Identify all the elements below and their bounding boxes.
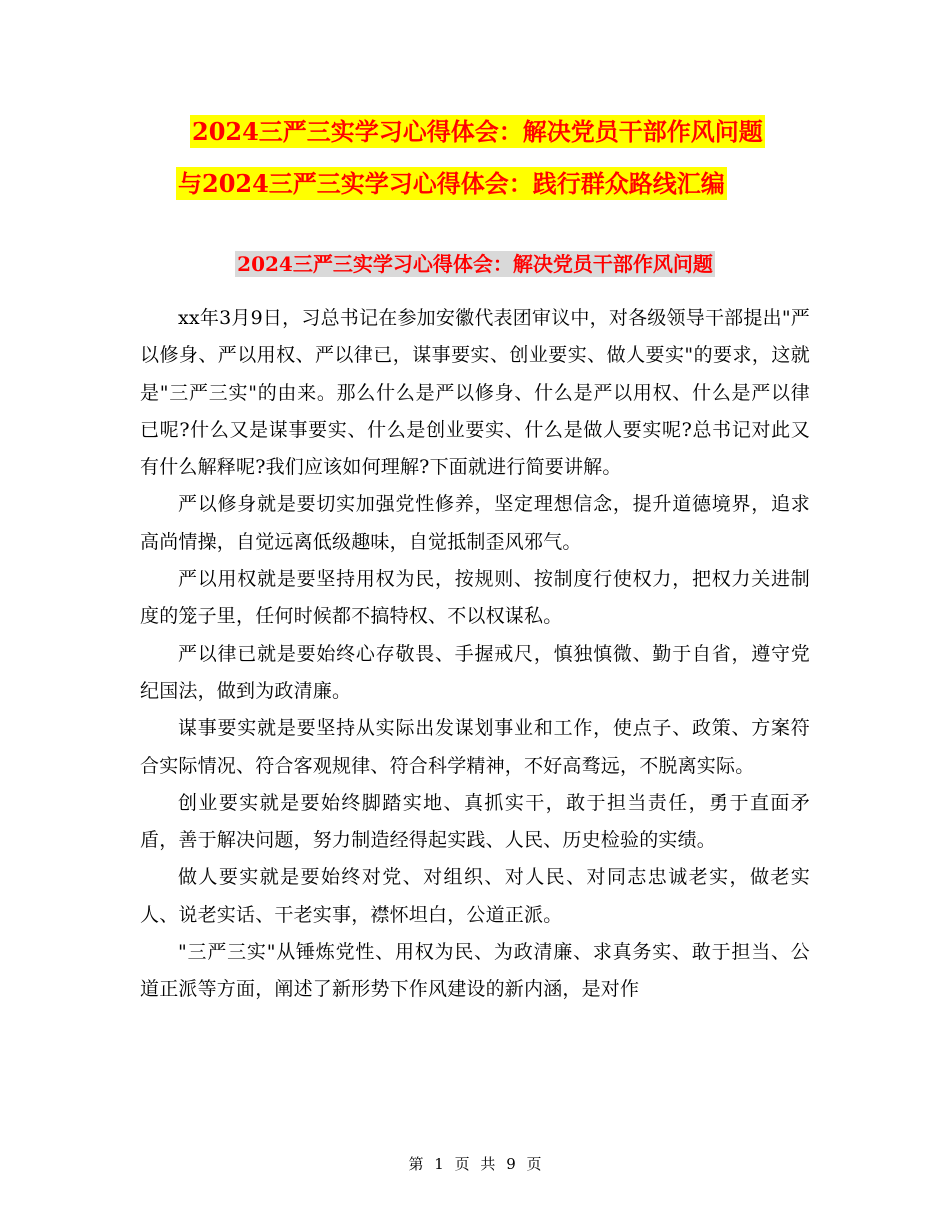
paragraph: "三严三实"从锤炼党性、用权为民、为政清廉、求真务实、敢于担当、公道正派等方面，阐述了新形势下作风建设的新内涵，是对作 (140, 941, 810, 1001)
section-heading-text: 2024三严三实学习心得体会：解决党员干部作风问题 (237, 252, 713, 276)
title-line-2 (140, 164, 820, 204)
paragraph: 严以律已就是要始终心存敬畏、手握戒尺，慎独慎微、勤于自省，遵守党纪国法，做到为政清廉。 (140, 642, 810, 702)
paragraph: 严以用权就是要坚持用权为民，按规则、按制度行使权力，把权力关进制度的笼子里，任何时候都不搞特权、不以权谋私。 (140, 568, 810, 628)
paragraph: 严以修身就是要切实加强党性修养，坚定理想信念，提升道德境界，追求高尚情操，自觉远离低级趣味，自觉抵制歪风邪气。 (140, 493, 810, 553)
title-line-1-text: 2024三严三实学习心得体会：解决党员干部作风问题 (192, 117, 763, 146)
footer-prefix: 第 (408, 1155, 424, 1173)
title-line-1 (140, 112, 820, 152)
body-text (140, 300, 810, 1009)
footer-page-number: 1 (434, 1155, 444, 1173)
section-heading (0, 248, 950, 280)
paragraph: 做人要实就是要始终对党、对组织、对人民、对同志忠诚老实，做老实人、说老实话、干老实事，襟怀坦白，公道正派。 (140, 866, 810, 926)
footer-total-pages: 9 (506, 1155, 516, 1173)
paragraph: 谋事要实就是要坚持从实际出发谋划事业和工作，使点子、政策、方案符合实际情况、符合客观规律、符合科学精神，不好高骛远，不脱离实际。 (140, 717, 810, 777)
footer-suffix: 页 (526, 1155, 542, 1173)
footer-total-prefix: 共 (480, 1155, 496, 1173)
paragraph: 创业要实就是要始终脚踏实地、真抓实干，敢于担当责任，勇于直面矛盾，善于解决问题，努力制造经得起实践、人民、历史检验的实绩。 (140, 791, 810, 852)
title-line-2-text: 与2024三严三实学习心得体会：践行群众路线汇编 (178, 169, 725, 198)
document-title (140, 112, 820, 204)
page-footer (0, 1152, 950, 1176)
paragraph: xx年3月9日，习总书记在参加安徽代表团审议中，对各级领导干部提出"严以修身、严以用权、严以律已，谋事要实、创业要实、做人要实"的要求，这就是"三严三实"的由来。那么什么是严以修身、什么是严以用权、什么是严以律已呢?什么又是谋事要实、什么是创业要实、什么是做人要实呢?总书记对此又有什么解释呢?我们应该如何理解?下面就进行简要讲解。 (140, 307, 810, 479)
footer-middle: 页 (454, 1155, 470, 1173)
